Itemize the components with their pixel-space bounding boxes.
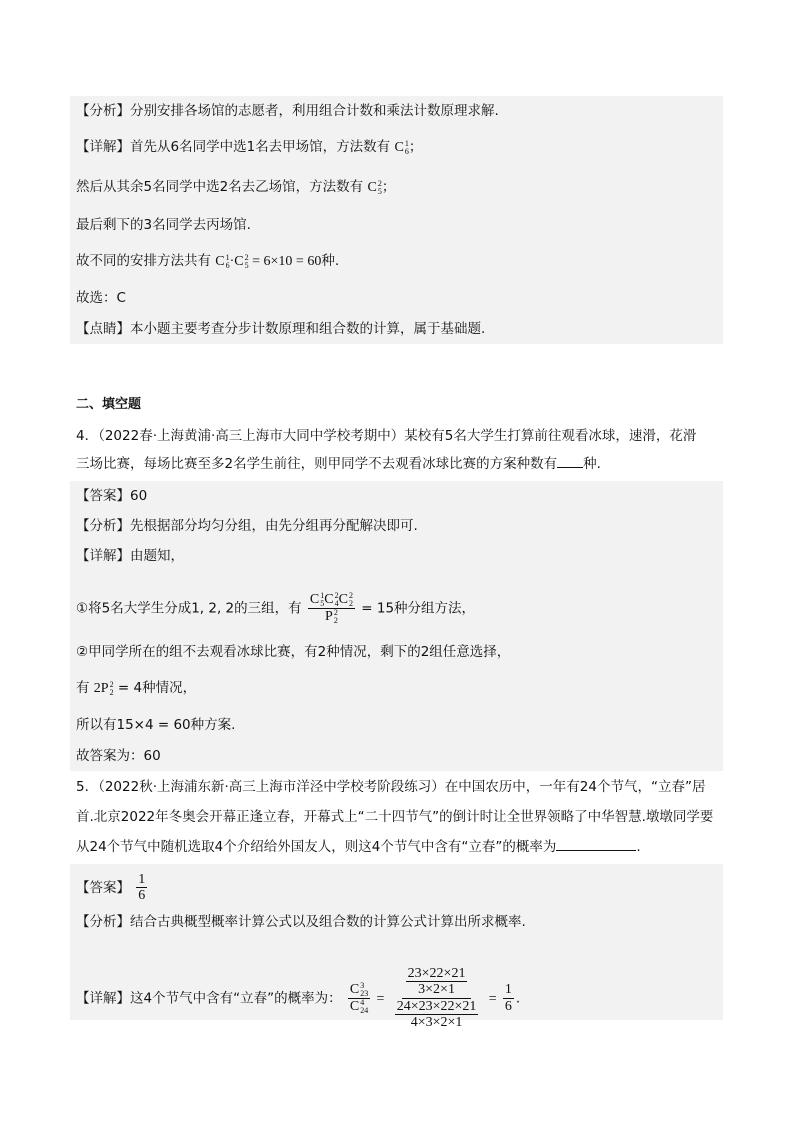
q5-stem-line3-text: 从24个节气中随机选取4个介绍给外国友人，则这4个节气中含有“立春”的概率为 xyxy=(76,839,557,855)
q4-grouping-fraction: C 1 5 C 2 4 C 2 2 P 2 2 xyxy=(309,591,353,625)
q4-detail-line2-text: ①将5名大学生分成1, 2, 2的三组，有 xyxy=(76,600,302,617)
q5-combination-ratio: C 3 23 C 4 24 xyxy=(349,980,369,1015)
q5-detail: 【详解】这4个节气中含有“立春”的概率为： C 3 23 C 4 24 = $\frac{\frac{23\times 22\times 21}{3\times 2\times 1}}{\frac{24\times 23\times 22\times 21}{4\times 3\times 2\times 1}}$ = $\frac{1}{6}$ . xyxy=(76,966,521,1031)
q5-result-numerator: 1 xyxy=(504,982,512,998)
q5-result-denominator: 6 xyxy=(504,998,512,1014)
q5-answer xyxy=(76,872,149,904)
q5-analysis: 【分析】结合古典概型概率计算公式以及组合数的计算公式计算出所求概率. xyxy=(76,914,526,930)
q4-stem-line1: 4．（2022春·上海黄浦·高三上海市大同中学校考期中）某校有5名大学生打算前往观看冰球，速滑，花滑 xyxy=(76,428,697,444)
q5-expanded-ratio xyxy=(391,966,483,1031)
q5-stem-line1: 5．（2022秋·上海浦东新·高三上海市洋泾中学校考阶段练习）在中国农历中，一年有24个节气，“立春”居 xyxy=(76,779,706,795)
q4-detail-line2 xyxy=(76,592,475,625)
q3-choose: 故选：C xyxy=(76,290,126,306)
q5-stem-line2: 首.北京2022年冬奥会开幕正逢立春，开幕式上“二十四节气”的倒计时让全世界领略了中华智慧.墩墩同学要 xyxy=(76,809,714,825)
q3-detail-line1-text: 【详解】首先从6名同学中选1名去甲场馆，方法数有 xyxy=(76,139,391,155)
q3-detail-line1: 【详解】首先从6名同学中选1名去甲场馆，方法数有 C 1 6 ； xyxy=(76,138,423,156)
q3-product-formula: C 1 6 ·C 2 5 = 6×10 = 60 xyxy=(215,252,322,270)
q5-top-numerator: 23×22×21 xyxy=(407,966,466,981)
q5-bottom-fraction xyxy=(395,999,479,1031)
q4-answer-blank xyxy=(557,467,583,468)
q3-detail-line4 xyxy=(76,250,339,273)
q5-detail-label: 【详解】这4个节气中含有“立春”的概率为： xyxy=(76,990,342,1007)
q4-analysis: 【分析】先根据部分均匀分组，由先分组再分配解决即可. xyxy=(76,518,418,534)
section-title: 二、填空题 xyxy=(76,397,142,412)
q4-detail-line4-suffix: = 4种情况， xyxy=(117,680,197,696)
q5-stem-line3 xyxy=(76,836,641,858)
q4-detail-line5: 所以有15×4 = 60种方案. xyxy=(76,717,236,733)
q3-detail-line4-suffix: 种. xyxy=(321,253,340,269)
q3-detail-line3: 最后剩下的3名同学去丙场馆. xyxy=(76,217,251,233)
q3-detail-line2-text: 然后从其余5名同学中选2名去乙场馆，方法数有 xyxy=(76,179,364,195)
q5-top-denominator: 3×2×1 xyxy=(418,982,455,998)
q5-result-fraction xyxy=(503,982,514,1014)
q5-answer-numerator: 1 xyxy=(138,872,146,887)
q3-c52: C 2 5 xyxy=(367,178,382,196)
q4-detail-line4 xyxy=(76,677,196,700)
q3-comment: 【点睛】本小题主要考查分步计数原理和组合数的计算，属于基础题. xyxy=(76,321,486,337)
q4-detail-line2-suffix: = 15种分组方法， xyxy=(361,600,476,617)
q5-bottom-numerator: 24×23×22×21 xyxy=(396,998,477,1014)
q4-final: 故答案为：60 xyxy=(76,748,161,764)
q5-stem-line3-suffix: . xyxy=(636,839,641,855)
q5-bottom-denominator: 4×3×2×1 xyxy=(410,1015,463,1031)
q5-answer-label: 【答案】 xyxy=(76,879,130,896)
q4-stem-line2-text: 三场比赛，每场比赛至多2名学生前往，则甲同学不去观看冰球比赛的方案种数有 xyxy=(76,456,558,472)
q3-detail-line2: 然后从其余5名同学中选2名去乙场馆，方法数有 C 2 5 ； xyxy=(76,178,396,196)
q3-c61: C 1 6 xyxy=(394,138,409,156)
q5-answer-denominator: 6 xyxy=(138,888,146,904)
q4-detail-line4-text: 有 xyxy=(76,680,90,696)
q3-detail-line4-text: 故不同的安排方法共有 xyxy=(76,253,211,269)
q5-answer-fraction xyxy=(136,872,147,904)
q5-top-fraction xyxy=(406,966,468,998)
q4-detail-line1: 【详解】由题知， xyxy=(76,548,184,564)
q4-stem-line2-suffix: 种. xyxy=(583,456,601,472)
q4-answer: 【答案】60 xyxy=(76,488,148,504)
q4-perm-formula: 2P 2 2 xyxy=(93,679,114,697)
q5-answer-blank xyxy=(556,850,636,851)
q3-analysis: 【分析】分别安排各场馆的志愿者，利用组合计数和乘法计数原理求解. xyxy=(76,103,499,119)
q4-stem-line2 xyxy=(76,453,601,475)
q3-product-value: = 6×10 = 60 xyxy=(252,254,322,269)
q4-detail-line3: ②甲同学所在的组不去观看冰球比赛，有2种情况，剩下的2组任意选择， xyxy=(76,644,511,660)
